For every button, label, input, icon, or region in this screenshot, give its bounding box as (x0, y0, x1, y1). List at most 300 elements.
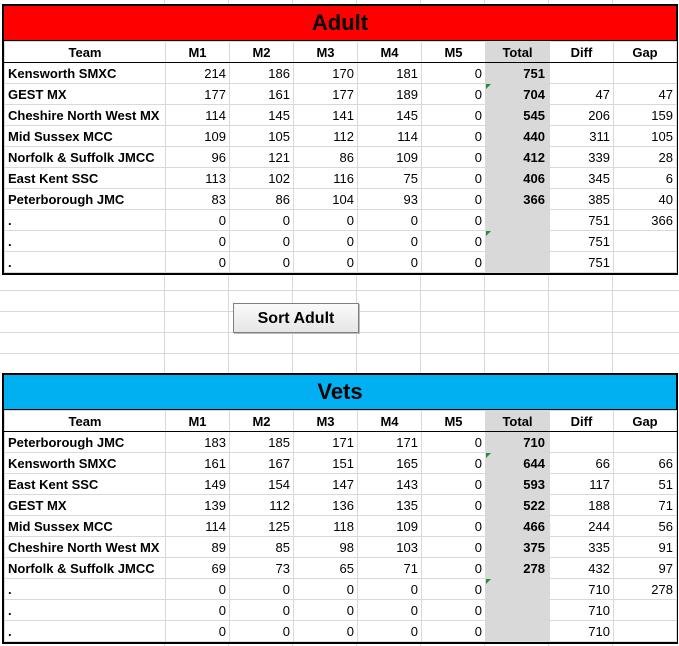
cell-m4[interactable] (358, 147, 422, 168)
cell-m5[interactable] (422, 432, 486, 453)
cell-total[interactable] (486, 252, 550, 273)
cell-m5[interactable] (422, 600, 486, 621)
cell-m5[interactable] (422, 621, 486, 642)
cell-gap[interactable] (614, 63, 677, 84)
cell-m4[interactable] (358, 537, 422, 558)
table-row (5, 231, 677, 252)
cell-total[interactable] (486, 210, 550, 231)
header-m4: M4 (358, 42, 422, 63)
cell-m5[interactable] (422, 147, 486, 168)
cell-total[interactable] (486, 474, 550, 495)
cell-team[interactable] (5, 495, 166, 516)
cell-value: 0 (282, 254, 290, 270)
cell-diff[interactable] (550, 621, 614, 642)
cell-m1[interactable] (166, 105, 230, 126)
cell-value: 0 (474, 170, 482, 186)
cell-gap[interactable] (614, 558, 677, 579)
cell-m4[interactable] (358, 579, 422, 600)
cell-m4[interactable] (358, 600, 422, 621)
cell-total[interactable] (486, 621, 550, 642)
table-row (5, 147, 677, 168)
cell-m2[interactable] (230, 453, 294, 474)
cell-value: 185 (268, 434, 290, 450)
cell-value: 0 (474, 107, 482, 123)
cell-diff[interactable] (550, 105, 614, 126)
cell-value: Norfolk & Suffolk JMCC (8, 149, 155, 165)
cell-value: 751 (588, 254, 610, 270)
cell-value: 177 (332, 86, 354, 102)
cell-diff[interactable] (550, 147, 614, 168)
cell-m5[interactable] (422, 231, 486, 252)
cell-m1[interactable] (166, 600, 230, 621)
cell-diff[interactable] (550, 210, 614, 231)
cell-m5[interactable] (422, 84, 486, 105)
cell-gap[interactable] (614, 105, 677, 126)
cell-m2[interactable] (230, 147, 294, 168)
cell-m5[interactable] (422, 516, 486, 537)
table-row (5, 495, 677, 516)
cell-value: 751 (523, 65, 545, 81)
cell-total[interactable] (486, 189, 550, 210)
cell-value: 188 (588, 497, 610, 513)
cell-m1[interactable] (166, 621, 230, 642)
cell-value: 375 (523, 539, 545, 555)
cell-m1[interactable] (166, 63, 230, 84)
cell-m2[interactable] (230, 84, 294, 105)
cell-m3[interactable] (294, 453, 358, 474)
cell-m4[interactable] (358, 84, 422, 105)
cell-m3[interactable] (294, 210, 358, 231)
cell-value: 118 (333, 518, 354, 534)
header-m2: M2 (230, 42, 294, 63)
cell-value: 710 (588, 623, 610, 639)
cell-team[interactable] (5, 474, 166, 495)
cell-m2[interactable] (230, 621, 294, 642)
cell-value: 91 (658, 539, 673, 555)
cell-total[interactable] (486, 579, 550, 600)
cell-team[interactable] (5, 432, 166, 453)
cell-value: 644 (523, 455, 545, 471)
cell-value: 0 (474, 497, 482, 513)
cell-value: 0 (474, 539, 482, 555)
cell-value: 710 (588, 602, 610, 618)
cell-gap[interactable] (614, 231, 677, 252)
cell-value: 97 (658, 560, 673, 576)
cell-m2[interactable] (230, 516, 294, 537)
cell-m3[interactable] (294, 231, 358, 252)
cell-total[interactable] (486, 516, 550, 537)
cell-value: 0 (346, 581, 354, 597)
cell-m4[interactable] (358, 231, 422, 252)
cell-value: 214 (204, 65, 226, 81)
cell-value: 113 (205, 170, 226, 186)
cell-m1[interactable] (166, 210, 230, 231)
cell-value: Cheshire North West MX (8, 107, 160, 123)
cell-m4[interactable] (358, 63, 422, 84)
cell-value: . (8, 254, 12, 270)
cell-m5[interactable] (422, 495, 486, 516)
cell-m2[interactable] (230, 495, 294, 516)
cell-m2[interactable] (230, 126, 294, 147)
cell-team[interactable] (5, 453, 166, 474)
cell-diff[interactable] (550, 168, 614, 189)
cell-m1[interactable] (166, 147, 230, 168)
cell-diff[interactable] (550, 579, 614, 600)
cell-m3[interactable] (294, 252, 358, 273)
cell-team[interactable] (5, 537, 166, 558)
cell-m3[interactable] (294, 579, 358, 600)
cell-value: 0 (474, 128, 482, 144)
cell-m5[interactable] (422, 126, 486, 147)
cell-m3[interactable] (294, 432, 358, 453)
cell-value: 116 (333, 170, 354, 186)
table-row (5, 516, 677, 537)
cell-diff[interactable] (550, 84, 614, 105)
cell-value: 0 (218, 233, 226, 249)
cell-m3[interactable] (294, 147, 358, 168)
cell-team[interactable] (5, 231, 166, 252)
cell-value: 104 (332, 191, 354, 207)
cell-value: 466 (523, 518, 545, 534)
cell-value: 114 (205, 107, 226, 123)
cell-diff[interactable] (550, 432, 614, 453)
cell-gap[interactable] (614, 453, 677, 474)
cell-m3[interactable] (294, 558, 358, 579)
vets-standings-table (2, 373, 678, 644)
cell-value: 69 (211, 560, 226, 576)
cell-team[interactable] (5, 126, 166, 147)
cell-m5[interactable] (422, 210, 486, 231)
cell-m3[interactable] (294, 189, 358, 210)
cell-team[interactable] (5, 558, 166, 579)
cell-gap[interactable] (614, 252, 677, 273)
cell-value: . (8, 581, 12, 597)
cell-gap[interactable] (614, 189, 677, 210)
cell-value: 0 (282, 581, 290, 597)
cell-m3[interactable] (294, 537, 358, 558)
cell-value: 161 (268, 86, 290, 102)
cell-total[interactable] (486, 147, 550, 168)
cell-gap[interactable] (614, 600, 677, 621)
cell-value: Kensworth SMXC (8, 455, 117, 471)
table-row (5, 210, 677, 231)
cell-m4[interactable] (358, 168, 422, 189)
cell-m5[interactable] (422, 453, 486, 474)
cell-total[interactable] (486, 600, 550, 621)
cell-gap[interactable] (614, 579, 677, 600)
cell-value: 66 (658, 455, 673, 471)
cell-m2[interactable] (230, 210, 294, 231)
cell-value: 0 (410, 602, 418, 618)
cell-value: 145 (268, 107, 290, 123)
cell-m2[interactable] (230, 252, 294, 273)
cell-value: 0 (218, 623, 226, 639)
cell-m5[interactable] (422, 252, 486, 273)
cell-value: 0 (282, 233, 290, 249)
cell-gap[interactable] (614, 516, 677, 537)
cell-total[interactable] (486, 84, 550, 105)
cell-value: 183 (204, 434, 226, 450)
cell-diff[interactable] (550, 231, 614, 252)
cell-value: 0 (282, 212, 290, 228)
cell-value: 65 (339, 560, 354, 576)
table-row (5, 105, 677, 126)
cell-value: 0 (474, 86, 482, 102)
cell-value: 86 (339, 149, 354, 165)
cell-value: 751 (588, 233, 610, 249)
cell-m5[interactable] (422, 579, 486, 600)
cell-m2[interactable] (230, 63, 294, 84)
cell-team[interactable] (5, 600, 166, 621)
header-diff: Diff (550, 411, 614, 432)
cell-m2[interactable] (230, 558, 294, 579)
cell-m5[interactable] (422, 558, 486, 579)
table-row (5, 84, 677, 105)
cell-value: 0 (474, 518, 482, 534)
cell-value: Norfolk & Suffolk JMCC (8, 560, 155, 576)
cell-value: 171 (332, 434, 354, 450)
cell-team[interactable] (5, 63, 166, 84)
cell-m2[interactable] (230, 537, 294, 558)
cell-m4[interactable] (358, 432, 422, 453)
vets-banner: Vets (4, 375, 676, 410)
cell-m4[interactable] (358, 126, 422, 147)
cell-value: 0 (474, 602, 482, 618)
cell-value: 710 (588, 581, 610, 597)
cell-value: 114 (205, 518, 226, 534)
cell-value: 112 (269, 497, 290, 513)
cell-value: 112 (333, 128, 354, 144)
cell-m5[interactable] (422, 189, 486, 210)
cell-value: 704 (523, 86, 545, 102)
cell-m2[interactable] (230, 189, 294, 210)
header-row (5, 411, 677, 432)
header-m2: M2 (230, 411, 294, 432)
cell-value: 0 (346, 623, 354, 639)
cell-total[interactable] (486, 126, 550, 147)
cell-team[interactable] (5, 147, 166, 168)
cell-m1[interactable] (166, 495, 230, 516)
cell-value: 366 (651, 212, 673, 228)
header-m5: M5 (422, 411, 486, 432)
cell-m4[interactable] (358, 105, 422, 126)
cell-value: 0 (474, 212, 482, 228)
cell-total[interactable] (486, 105, 550, 126)
cell-m2[interactable] (230, 231, 294, 252)
cell-gap[interactable] (614, 432, 677, 453)
cell-value: Peterborough JMC (8, 191, 125, 207)
cell-gap[interactable] (614, 168, 677, 189)
cell-team[interactable] (5, 252, 166, 273)
cell-value: 593 (523, 476, 545, 492)
cell-m5[interactable] (422, 63, 486, 84)
cell-m2[interactable] (230, 579, 294, 600)
cell-m3[interactable] (294, 84, 358, 105)
cell-team[interactable] (5, 210, 166, 231)
cell-total[interactable] (486, 63, 550, 84)
cell-m2[interactable] (230, 432, 294, 453)
cell-value: 181 (396, 65, 418, 81)
table-row (5, 558, 677, 579)
sort-adult-button[interactable]: Sort Adult (233, 303, 359, 333)
cell-total[interactable] (486, 432, 550, 453)
header-m1: M1 (166, 411, 230, 432)
cell-value: 6 (665, 170, 673, 186)
error-indicator-icon (486, 453, 491, 458)
cell-m4[interactable] (358, 621, 422, 642)
cell-value: 710 (523, 434, 545, 450)
cell-value: 151 (332, 455, 354, 471)
cell-value: East Kent SSC (8, 170, 99, 186)
cell-m3[interactable] (294, 168, 358, 189)
cell-m5[interactable] (422, 168, 486, 189)
cell-team[interactable] (5, 84, 166, 105)
cell-m4[interactable] (358, 252, 422, 273)
table-row (5, 600, 677, 621)
cell-gap[interactable] (614, 537, 677, 558)
cell-diff[interactable] (550, 63, 614, 84)
header-m4: M4 (358, 411, 422, 432)
cell-value: 0 (410, 254, 418, 270)
cell-m3[interactable] (294, 495, 358, 516)
header-diff: Diff (550, 42, 614, 63)
cell-m5[interactable] (422, 105, 486, 126)
cell-total[interactable] (486, 558, 550, 579)
cell-total[interactable] (486, 453, 550, 474)
cell-value: 385 (588, 191, 610, 207)
cell-team[interactable] (5, 621, 166, 642)
cell-m2[interactable] (230, 168, 294, 189)
table-row (5, 63, 677, 84)
cell-m1[interactable] (166, 168, 230, 189)
cell-m1[interactable] (166, 432, 230, 453)
cell-gap[interactable] (614, 474, 677, 495)
cell-m1[interactable] (166, 453, 230, 474)
cell-value: 71 (403, 560, 418, 576)
cell-m1[interactable] (166, 558, 230, 579)
error-indicator-icon (486, 84, 491, 89)
cell-total[interactable] (486, 537, 550, 558)
cell-m3[interactable] (294, 621, 358, 642)
cell-diff[interactable] (550, 126, 614, 147)
cell-diff[interactable] (550, 189, 614, 210)
header-m3: M3 (294, 42, 358, 63)
cell-diff[interactable] (550, 516, 614, 537)
cell-m1[interactable] (166, 516, 230, 537)
cell-team[interactable] (5, 168, 166, 189)
cell-m3[interactable] (294, 63, 358, 84)
cell-value: 93 (403, 191, 418, 207)
cell-value: . (8, 212, 12, 228)
cell-diff[interactable] (550, 474, 614, 495)
cell-m3[interactable] (294, 474, 358, 495)
table-row (5, 621, 677, 642)
cell-value: 161 (204, 455, 226, 471)
cell-m4[interactable] (358, 516, 422, 537)
cell-m3[interactable] (294, 105, 358, 126)
cell-value: 170 (332, 65, 354, 81)
cell-diff[interactable] (550, 495, 614, 516)
cell-value: 278 (523, 560, 545, 576)
cell-team[interactable] (5, 105, 166, 126)
cell-value: Cheshire North West MX (8, 539, 160, 555)
cell-gap[interactable] (614, 495, 677, 516)
cell-value: 278 (651, 581, 673, 597)
table-row (5, 537, 677, 558)
cell-m1[interactable] (166, 84, 230, 105)
cell-m4[interactable] (358, 474, 422, 495)
cell-m1[interactable] (166, 231, 230, 252)
cell-value: 147 (332, 476, 354, 492)
cell-team[interactable] (5, 579, 166, 600)
cell-value: 440 (523, 128, 545, 144)
cell-m5[interactable] (422, 537, 486, 558)
header-team: Team (5, 42, 166, 63)
cell-m5[interactable] (422, 474, 486, 495)
cell-m3[interactable] (294, 126, 358, 147)
cell-m1[interactable] (166, 252, 230, 273)
cell-value: 0 (474, 434, 482, 450)
cell-value: 56 (658, 518, 673, 534)
cell-value: 159 (651, 107, 673, 123)
cell-diff[interactable] (550, 252, 614, 273)
cell-diff[interactable] (550, 453, 614, 474)
cell-m4[interactable] (358, 210, 422, 231)
cell-m3[interactable] (294, 600, 358, 621)
cell-value: 105 (268, 128, 290, 144)
cell-m1[interactable] (166, 189, 230, 210)
cell-value: 121 (268, 149, 290, 165)
cell-m4[interactable] (358, 453, 422, 474)
cell-value: Mid Sussex MCC (8, 518, 113, 534)
cell-total[interactable] (486, 231, 550, 252)
cell-m1[interactable] (166, 579, 230, 600)
cell-m4[interactable] (358, 189, 422, 210)
cell-m1[interactable] (166, 537, 230, 558)
table-row (5, 252, 677, 273)
cell-team[interactable] (5, 516, 166, 537)
cell-gap[interactable] (614, 147, 677, 168)
cell-total[interactable] (486, 168, 550, 189)
cell-m4[interactable] (358, 495, 422, 516)
cell-diff[interactable] (550, 600, 614, 621)
cell-m1[interactable] (166, 474, 230, 495)
cell-value: 0 (346, 602, 354, 618)
header-m1: M1 (166, 42, 230, 63)
cell-value: 522 (523, 497, 545, 513)
cell-m2[interactable] (230, 474, 294, 495)
cell-total[interactable] (486, 495, 550, 516)
cell-m4[interactable] (358, 558, 422, 579)
cell-m2[interactable] (230, 600, 294, 621)
table-row (5, 453, 677, 474)
cell-m1[interactable] (166, 126, 230, 147)
cell-m2[interactable] (230, 105, 294, 126)
cell-gap[interactable] (614, 84, 677, 105)
cell-value: 412 (523, 149, 545, 165)
cell-gap[interactable] (614, 621, 677, 642)
cell-value: 311 (589, 128, 610, 144)
cell-gap[interactable] (614, 210, 677, 231)
cell-value: . (8, 233, 12, 249)
cell-team[interactable] (5, 189, 166, 210)
cell-diff[interactable] (550, 558, 614, 579)
cell-diff[interactable] (550, 537, 614, 558)
cell-m3[interactable] (294, 516, 358, 537)
adult-banner: Adult (4, 6, 676, 41)
cell-value: 51 (658, 476, 673, 492)
cell-gap[interactable] (614, 126, 677, 147)
